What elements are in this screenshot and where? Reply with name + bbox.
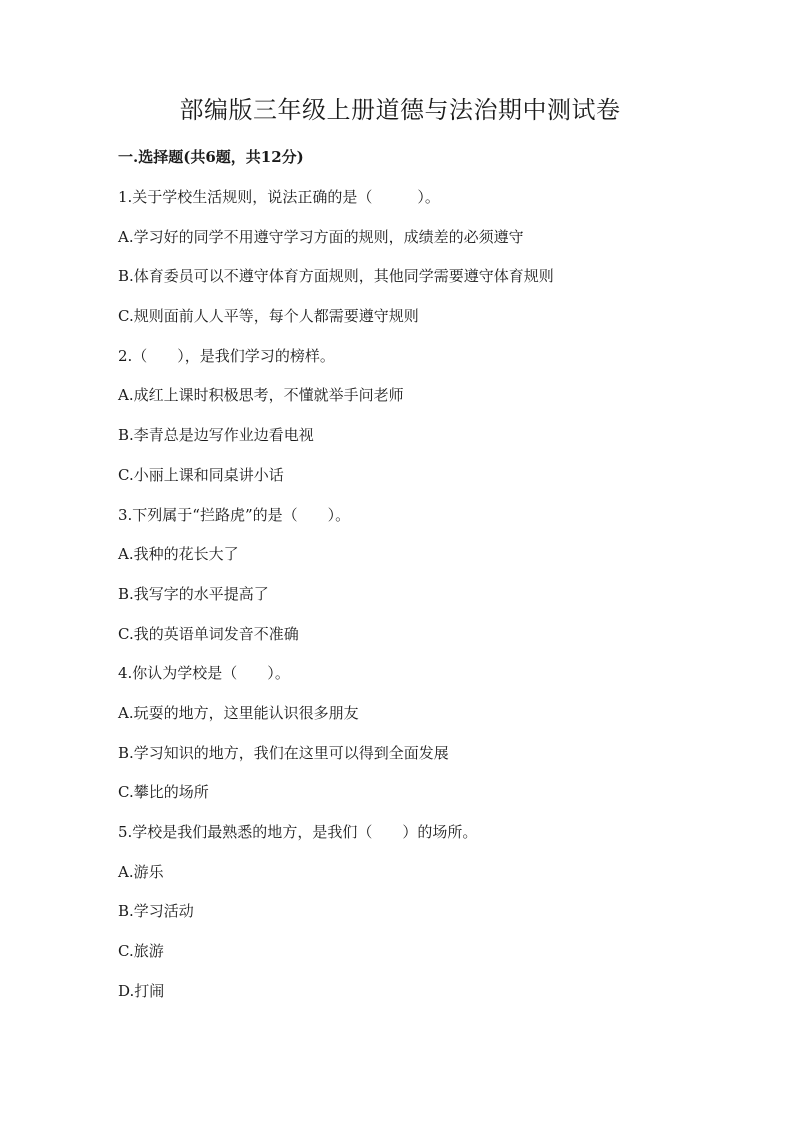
question-1-option-a: A.学习好的同学不用遵守学习方面的规则，成绩差的必须遵守 [118, 227, 524, 246]
question-3-stem: 3.下列属于“拦路虎”的是（ ）。 [118, 505, 351, 524]
question-5-stem: 5.学校是我们最熟悉的地方，是我们（ ）的场所。 [118, 823, 478, 841]
question-1-option-c: C.规则面前人人平等，每个人都需要遵守规则 [118, 307, 419, 326]
question-4-option-b: B.学习知识的地方，我们在这里可以得到全面发展 [118, 743, 449, 762]
question-2-option-c: C.小丽上课和同桌讲小话 [118, 465, 284, 484]
question-5-option-a: A.游乐 [118, 862, 164, 881]
question-3-option-a: A.我种的花长大了 [118, 545, 239, 564]
question-list [118, 185, 718, 1018]
page-title: 部编版三年级上册道德与法治期中测试卷 [179, 96, 621, 124]
question-4-option-a: A.玩耍的地方，这里能认识很多朋友 [118, 703, 359, 722]
section-heading: 一.选择题(共6题，共12分) [118, 148, 304, 166]
question-5-option-d: D.打闹 [118, 981, 165, 1000]
question-3-option-b: B.我写字的水平提高了 [118, 584, 269, 603]
question-2-stem: 2.（ ），是我们学习的榜样。 [118, 346, 335, 365]
question-2-option-b: B.李青总是边写作业边看电视 [118, 426, 314, 445]
question-5-option-c: C.旅游 [118, 942, 164, 961]
question-1-option-b: B.体育委员可以不遵守体育方面规则，其他同学需要遵守体育规则 [118, 267, 554, 286]
question-1-stem: 1.关于学校生活规则，说法正确的是（ ）。 [118, 188, 440, 206]
question-5-option-b: B.学习活动 [118, 902, 194, 921]
question-3-option-c: C.我的英语单词发音不准确 [118, 624, 299, 643]
question-4-option-c: C.攀比的场所 [118, 783, 209, 802]
question-4-stem: 4.你认为学校是（ ）。 [118, 664, 290, 683]
question-2-option-a: A.成红上课时积极思考，不懂就举手问老师 [118, 386, 404, 405]
